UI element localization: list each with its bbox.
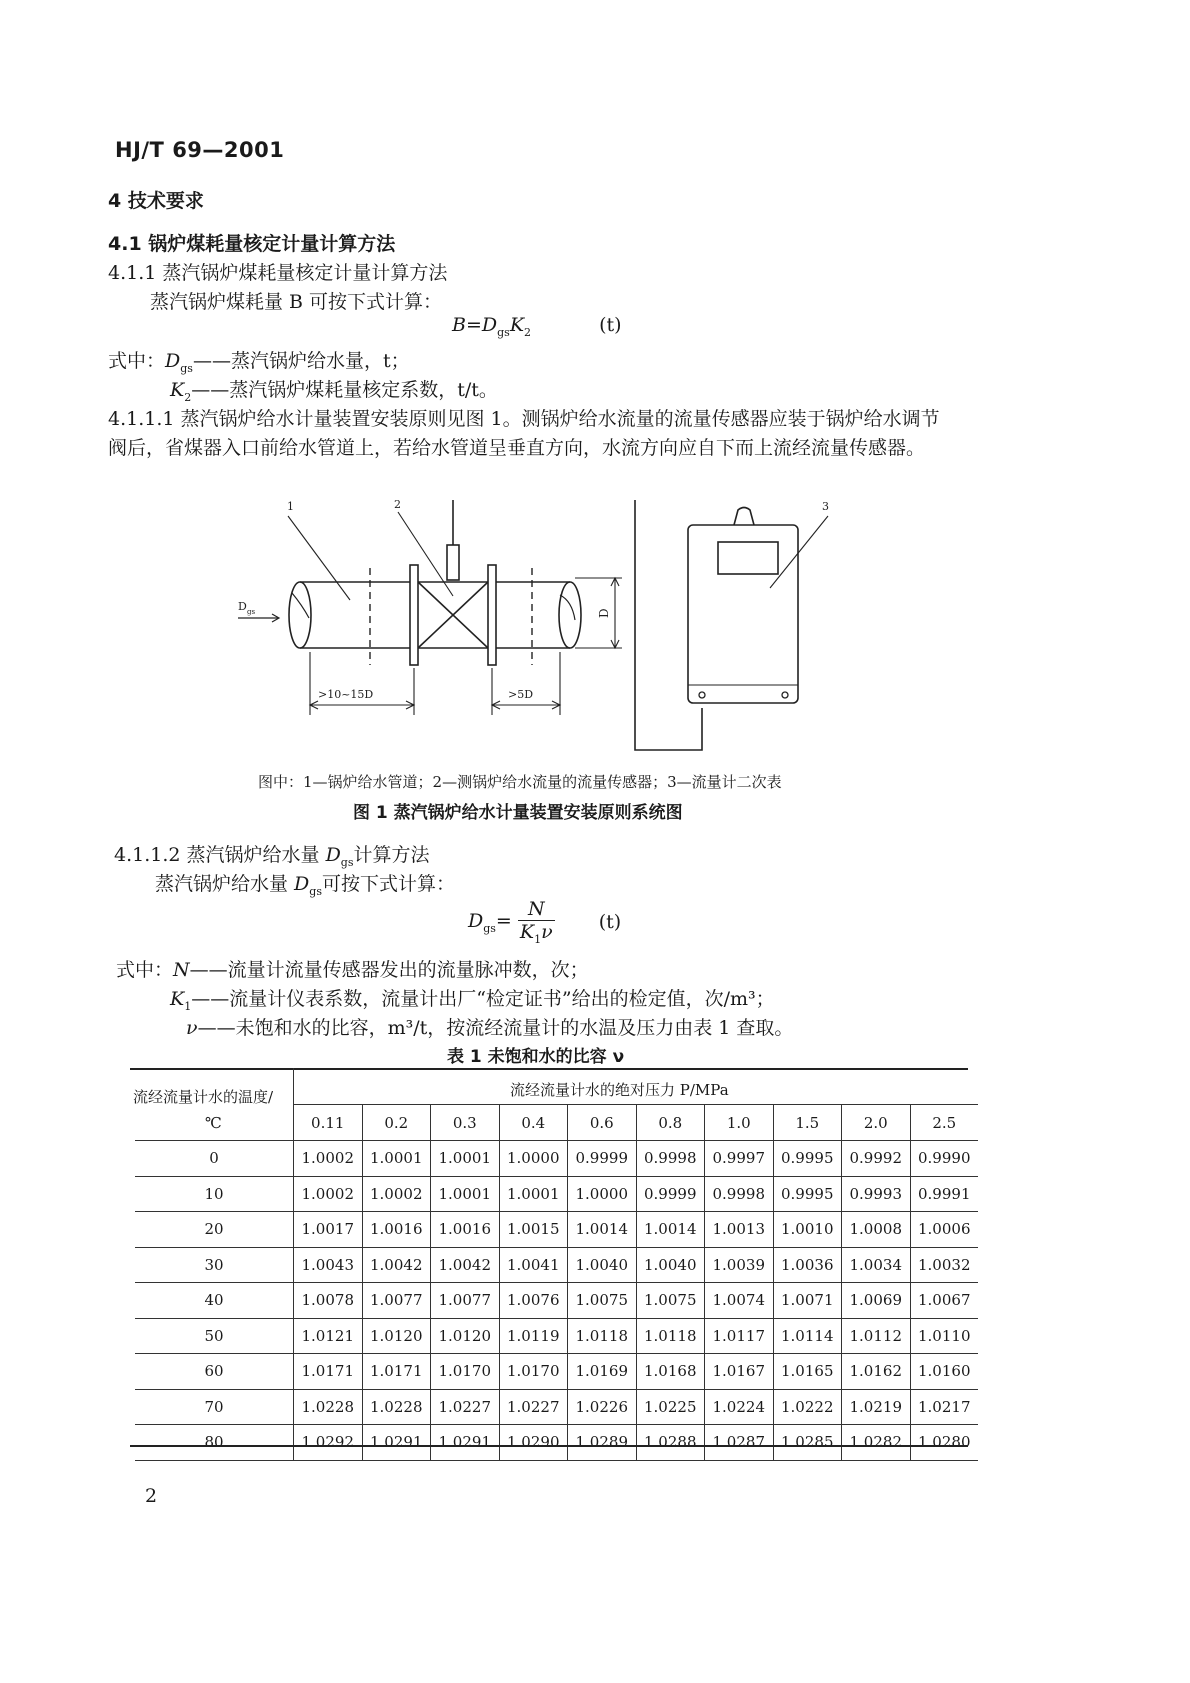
specific-volume-cell: 1.0288 — [636, 1425, 705, 1461]
section-4-1-1-1-line2: 阀后，省煤器入口前给水管道上，若给水管道呈垂直方向，水流方向应自下而上流经流量传感器。 — [108, 437, 926, 459]
specific-volume-cell: 1.0227 — [431, 1389, 500, 1425]
specific-volume-cell: 1.0228 — [294, 1389, 363, 1425]
flow-symbol-sub: gs — [247, 608, 256, 616]
section-4-1-1-intro: 蒸汽锅炉煤耗量 B 可按下式计算： — [150, 291, 443, 313]
specific-volume-cell: 1.0289 — [568, 1425, 637, 1461]
specific-volume-cell: 1.0075 — [636, 1283, 705, 1319]
installation-diagram — [230, 500, 930, 800]
specific-volume-cell: 1.0291 — [362, 1425, 431, 1461]
specific-volume-cell: 1.0016 — [431, 1212, 500, 1248]
flow-symbol-d: D — [238, 600, 247, 613]
specific-volume-cell: 1.0006 — [910, 1212, 978, 1248]
s4112-intro-sub: gs — [309, 884, 322, 898]
where-2-k-sub: 1 — [184, 999, 192, 1013]
where-2-n-text: ——流量计流量传感器发出的流量脉冲数，次； — [189, 959, 589, 981]
specific-volume-cell: 1.0227 — [499, 1389, 568, 1425]
temperature-cell: 70 — [135, 1389, 294, 1425]
specific-volume-cell: 1.0280 — [910, 1425, 978, 1461]
table-top-rule — [130, 1068, 968, 1070]
specific-volume-cell: 0.9990 — [910, 1141, 978, 1177]
where-1-k-text: ——蒸汽锅炉煤耗量核定系数，t/t。 — [191, 379, 498, 401]
where-2-v-sym: ν — [186, 1017, 198, 1039]
eq2-den-nu: ν — [541, 921, 553, 943]
eq2-equals: = — [495, 909, 512, 932]
section-4-heading: 4 技术要求 — [108, 190, 204, 212]
s4112-intro-sym: D — [294, 873, 310, 895]
specific-volume-cell: 1.0120 — [431, 1318, 500, 1354]
specific-volume-cell: 1.0036 — [773, 1247, 842, 1283]
table-row — [135, 1176, 978, 1212]
table-corner-cell — [135, 1105, 294, 1141]
section-4-1-1-2-heading — [114, 840, 430, 869]
specific-volume-cell: 1.0001 — [362, 1141, 431, 1177]
where-2-k — [170, 984, 775, 1013]
specific-volume-cell: 1.0008 — [842, 1212, 911, 1248]
where-2-k-sym: K — [170, 988, 185, 1010]
equation-1 — [452, 314, 622, 339]
specific-volume-cell: 1.0015 — [499, 1212, 568, 1248]
specific-volume-cell: 1.0292 — [294, 1425, 363, 1461]
specific-volume-cell: 1.0160 — [910, 1354, 978, 1390]
where-2-prefix: 式中： — [116, 959, 174, 981]
specific-volume-cell: 1.0285 — [773, 1425, 842, 1461]
eq2-lhs-sub: gs — [483, 921, 496, 935]
table-row — [135, 1212, 978, 1248]
table-pressure-group-header: 流经流量计水的绝对压力 P/MPa — [510, 1081, 729, 1099]
equation-2 — [468, 898, 621, 946]
eq2-den-sub: 1 — [534, 932, 542, 946]
s4112-sub: gs — [340, 855, 354, 869]
specific-volume-cell: 1.0032 — [910, 1247, 978, 1283]
specific-volume-cell: 1.0042 — [362, 1247, 431, 1283]
where-1-k-sym: K — [170, 379, 185, 401]
specific-volume-cell: 0.9991 — [910, 1176, 978, 1212]
table-row — [135, 1389, 978, 1425]
specific-volume-cell: 0.9992 — [842, 1141, 911, 1177]
s4112-prefix: 4.1.1.2 蒸汽锅炉给水量 — [114, 844, 326, 866]
specific-volume-cell: 1.0118 — [636, 1318, 705, 1354]
specific-volume-cell: 1.0170 — [431, 1354, 500, 1390]
pressure-header-cell: 0.8 — [636, 1105, 705, 1141]
specific-volume-cell: 1.0076 — [499, 1283, 568, 1319]
where-1-d-sub: gs — [180, 361, 193, 375]
specific-volume-cell: 1.0040 — [568, 1247, 637, 1283]
specific-volume-cell: 1.0168 — [636, 1354, 705, 1390]
s4112-intro-prefix: 蒸汽锅炉给水量 — [155, 873, 295, 895]
standard-code-header: HJ/T 69—2001 — [115, 138, 285, 162]
specific-volume-cell: 1.0034 — [842, 1247, 911, 1283]
where-2-n — [116, 955, 589, 982]
specific-volume-cell: 1.0000 — [568, 1176, 637, 1212]
specific-volume-cell: 1.0167 — [705, 1354, 774, 1390]
label-1: 1 — [287, 500, 294, 513]
specific-volume-cell: 1.0217 — [910, 1389, 978, 1425]
label-2: 2 — [394, 500, 401, 511]
specific-volume-cell: 1.0290 — [499, 1425, 568, 1461]
eq2-den-k: K — [519, 921, 535, 943]
specific-volume-cell: 1.0078 — [294, 1283, 363, 1319]
specific-volume-cell: 0.9997 — [705, 1141, 774, 1177]
where-2-v — [186, 1013, 793, 1040]
eq2-fraction — [518, 898, 555, 946]
pressure-header-cell: 0.4 — [499, 1105, 568, 1141]
specific-volume-cell: 1.0119 — [499, 1318, 568, 1354]
specific-volume-cell: 0.9999 — [636, 1176, 705, 1212]
specific-volume-cell: 1.0043 — [294, 1247, 363, 1283]
specific-volume-cell: 1.0287 — [705, 1425, 774, 1461]
specific-volume-cell: 1.0171 — [362, 1354, 431, 1390]
specific-volume-cell: 0.9998 — [705, 1176, 774, 1212]
table-row — [135, 1354, 978, 1390]
temperature-cell: 20 — [135, 1212, 294, 1248]
specific-volume-cell: 1.0282 — [842, 1425, 911, 1461]
specific-volume-cell: 1.0042 — [431, 1247, 500, 1283]
table-row — [135, 1318, 978, 1354]
specific-volume-cell: 1.0118 — [568, 1318, 637, 1354]
pressure-header-cell: 2.5 — [910, 1105, 978, 1141]
specific-volume-cell: 1.0120 — [362, 1318, 431, 1354]
specific-volume-cell: 1.0010 — [773, 1212, 842, 1248]
eq1-r1-sub: gs — [497, 325, 510, 339]
where-2-v-text: ——未饱和水的比容，m³/t，按流经流量计的水温及压力由表 1 查取。 — [197, 1017, 794, 1039]
specific-volume-cell: 1.0219 — [842, 1389, 911, 1425]
specific-volume-cell: 1.0165 — [773, 1354, 842, 1390]
specific-volume-cell: 1.0077 — [431, 1283, 500, 1319]
eq2-unit: (t) — [598, 910, 622, 933]
specific-volume-cell: 1.0000 — [499, 1141, 568, 1177]
table-row — [135, 1283, 978, 1319]
where-1-d-text: ——蒸汽锅炉给水量，t； — [192, 350, 410, 372]
page-number: 2 — [145, 1485, 158, 1507]
temperature-cell: 30 — [135, 1247, 294, 1283]
specific-volume-cell: 1.0171 — [294, 1354, 363, 1390]
where-2-n-sym: N — [173, 959, 190, 981]
eq1-r2: K — [509, 314, 525, 336]
figure-1-legend: 图中：1—锅炉给水管道；2—测锅炉给水流量的流量传感器；3—流量计二次表 — [258, 773, 782, 791]
specific-volume-cell: 0.9995 — [773, 1176, 842, 1212]
specific-volume-cell: 0.9993 — [842, 1176, 911, 1212]
section-4-1-1-2-intro — [155, 869, 455, 898]
specific-volume-cell: 1.0017 — [294, 1212, 363, 1248]
upstream-distance-label: >10~15D — [318, 688, 374, 701]
pressure-header-cell: 1.0 — [705, 1105, 774, 1141]
temperature-cell: 50 — [135, 1318, 294, 1354]
specific-volume-cell: 1.0291 — [431, 1425, 500, 1461]
figure-1-caption: 图 1 蒸汽锅炉给水计量装置安装原则系统图 — [353, 803, 683, 823]
figure-1 — [230, 500, 930, 800]
specific-volume-cell: 1.0226 — [568, 1389, 637, 1425]
downstream-distance-label: >5D — [508, 688, 534, 701]
s4112-sym: D — [325, 844, 341, 866]
specific-volume-cell: 1.0121 — [294, 1318, 363, 1354]
where-1-d-sym: D — [165, 350, 181, 372]
specific-volume-cell: 1.0114 — [773, 1318, 842, 1354]
eq2-numerator: N — [518, 898, 555, 921]
specific-volume-cell: 1.0002 — [294, 1176, 363, 1212]
temperature-cell: 40 — [135, 1283, 294, 1319]
specific-volume-cell: 1.0112 — [842, 1318, 911, 1354]
specific-volume-cell: 1.0228 — [362, 1389, 431, 1425]
eq2-denominator — [518, 921, 555, 946]
eq1-equals: = — [465, 314, 482, 336]
specific-volume-cell: 1.0001 — [431, 1176, 500, 1212]
table-row — [135, 1425, 978, 1461]
specific-volume-cell: 1.0110 — [910, 1318, 978, 1354]
s4112-intro-suffix: 可按下式计算： — [321, 873, 455, 895]
specific-volume-cell: 0.9995 — [773, 1141, 842, 1177]
specific-volume-cell: 1.0067 — [910, 1283, 978, 1319]
specific-volume-cell: 1.0224 — [705, 1389, 774, 1425]
pressure-header-cell: 0.2 — [362, 1105, 431, 1141]
specific-volume-cell: 1.0040 — [636, 1247, 705, 1283]
specific-volume-cell: 1.0074 — [705, 1283, 774, 1319]
specific-volume-cell: 1.0222 — [773, 1389, 842, 1425]
temperature-cell: 60 — [135, 1354, 294, 1390]
specific-volume-cell: 1.0225 — [636, 1389, 705, 1425]
table-pressure-row — [135, 1105, 978, 1141]
specific-volume-cell: 1.0016 — [362, 1212, 431, 1248]
specific-volume-cell: 1.0077 — [362, 1283, 431, 1319]
where-1-prefix: 式中： — [108, 350, 166, 372]
section-4-1-heading: 4.1 锅炉煤耗量核定计量计算方法 — [108, 233, 396, 255]
temperature-cell: 80 — [135, 1425, 294, 1461]
table-row — [135, 1141, 978, 1177]
eq1-r1: D — [481, 314, 498, 336]
eq1-r2-sub: 2 — [524, 325, 532, 339]
eq1-lhs: B — [452, 314, 466, 336]
table-1-caption: 表 1 未饱和水的比容 ν — [447, 1047, 625, 1067]
pressure-header-cell: 0.11 — [294, 1105, 363, 1141]
where-1-d — [108, 346, 410, 375]
pressure-header-cell: 2.0 — [842, 1105, 911, 1141]
specific-volume-cell: 1.0041 — [499, 1247, 568, 1283]
pressure-header-cell: 0.3 — [431, 1105, 500, 1141]
eq2-lhs: D — [468, 909, 484, 932]
specific-volume-cell: 1.0039 — [705, 1247, 774, 1283]
where-1-k — [170, 375, 498, 404]
specific-volume-cell: 1.0014 — [636, 1212, 705, 1248]
specific-volume-cell: 1.0170 — [499, 1354, 568, 1390]
specific-volume-cell: 1.0013 — [705, 1212, 774, 1248]
specific-volume-cell: 1.0169 — [568, 1354, 637, 1390]
s4112-suffix: 计算方法 — [353, 844, 430, 866]
pressure-header-cell: 0.6 — [568, 1105, 637, 1141]
pressure-header-cell: 1.5 — [773, 1105, 842, 1141]
section-4-1-1-heading: 4.1.1 蒸汽锅炉煤耗量核定计量计算方法 — [108, 262, 448, 284]
label-3: 3 — [822, 500, 829, 513]
specific-volume-cell: 1.0014 — [568, 1212, 637, 1248]
specific-volume-cell: 1.0069 — [842, 1283, 911, 1319]
specific-volume-table — [135, 1104, 978, 1461]
specific-volume-cell: 1.0071 — [773, 1283, 842, 1319]
temperature-cell: 0 — [135, 1141, 294, 1177]
diameter-label: D — [597, 608, 611, 618]
temperature-cell: 10 — [135, 1176, 294, 1212]
table-row-header-line2: ℃ — [205, 1114, 222, 1132]
specific-volume-cell: 1.0002 — [362, 1176, 431, 1212]
specific-volume-cell: 0.9998 — [636, 1141, 705, 1177]
eq1-unit: (t) — [599, 314, 622, 336]
specific-volume-cell: 1.0075 — [568, 1283, 637, 1319]
where-1-k-sub: 2 — [184, 390, 192, 404]
specific-volume-cell: 1.0001 — [431, 1141, 500, 1177]
where-2-k-text: ——流量计仪表系数，流量计出厂“检定证书”给出的检定值，次/m³； — [191, 988, 775, 1010]
table-bottom-rule — [130, 1445, 968, 1447]
table-row-header-line1: 流经流量计水的温度/ — [133, 1088, 274, 1106]
specific-volume-cell: 1.0162 — [842, 1354, 911, 1390]
section-4-1-1-1-line1: 4.1.1.1 蒸汽锅炉给水计量装置安装原则见图 1。测锅炉给水流量的流量传感器应装于锅炉给水调节 — [108, 408, 940, 430]
specific-volume-cell: 1.0002 — [294, 1141, 363, 1177]
specific-volume-cell: 0.9999 — [568, 1141, 637, 1177]
specific-volume-cell: 1.0001 — [499, 1176, 568, 1212]
specific-volume-cell: 1.0117 — [705, 1318, 774, 1354]
table-row — [135, 1247, 978, 1283]
